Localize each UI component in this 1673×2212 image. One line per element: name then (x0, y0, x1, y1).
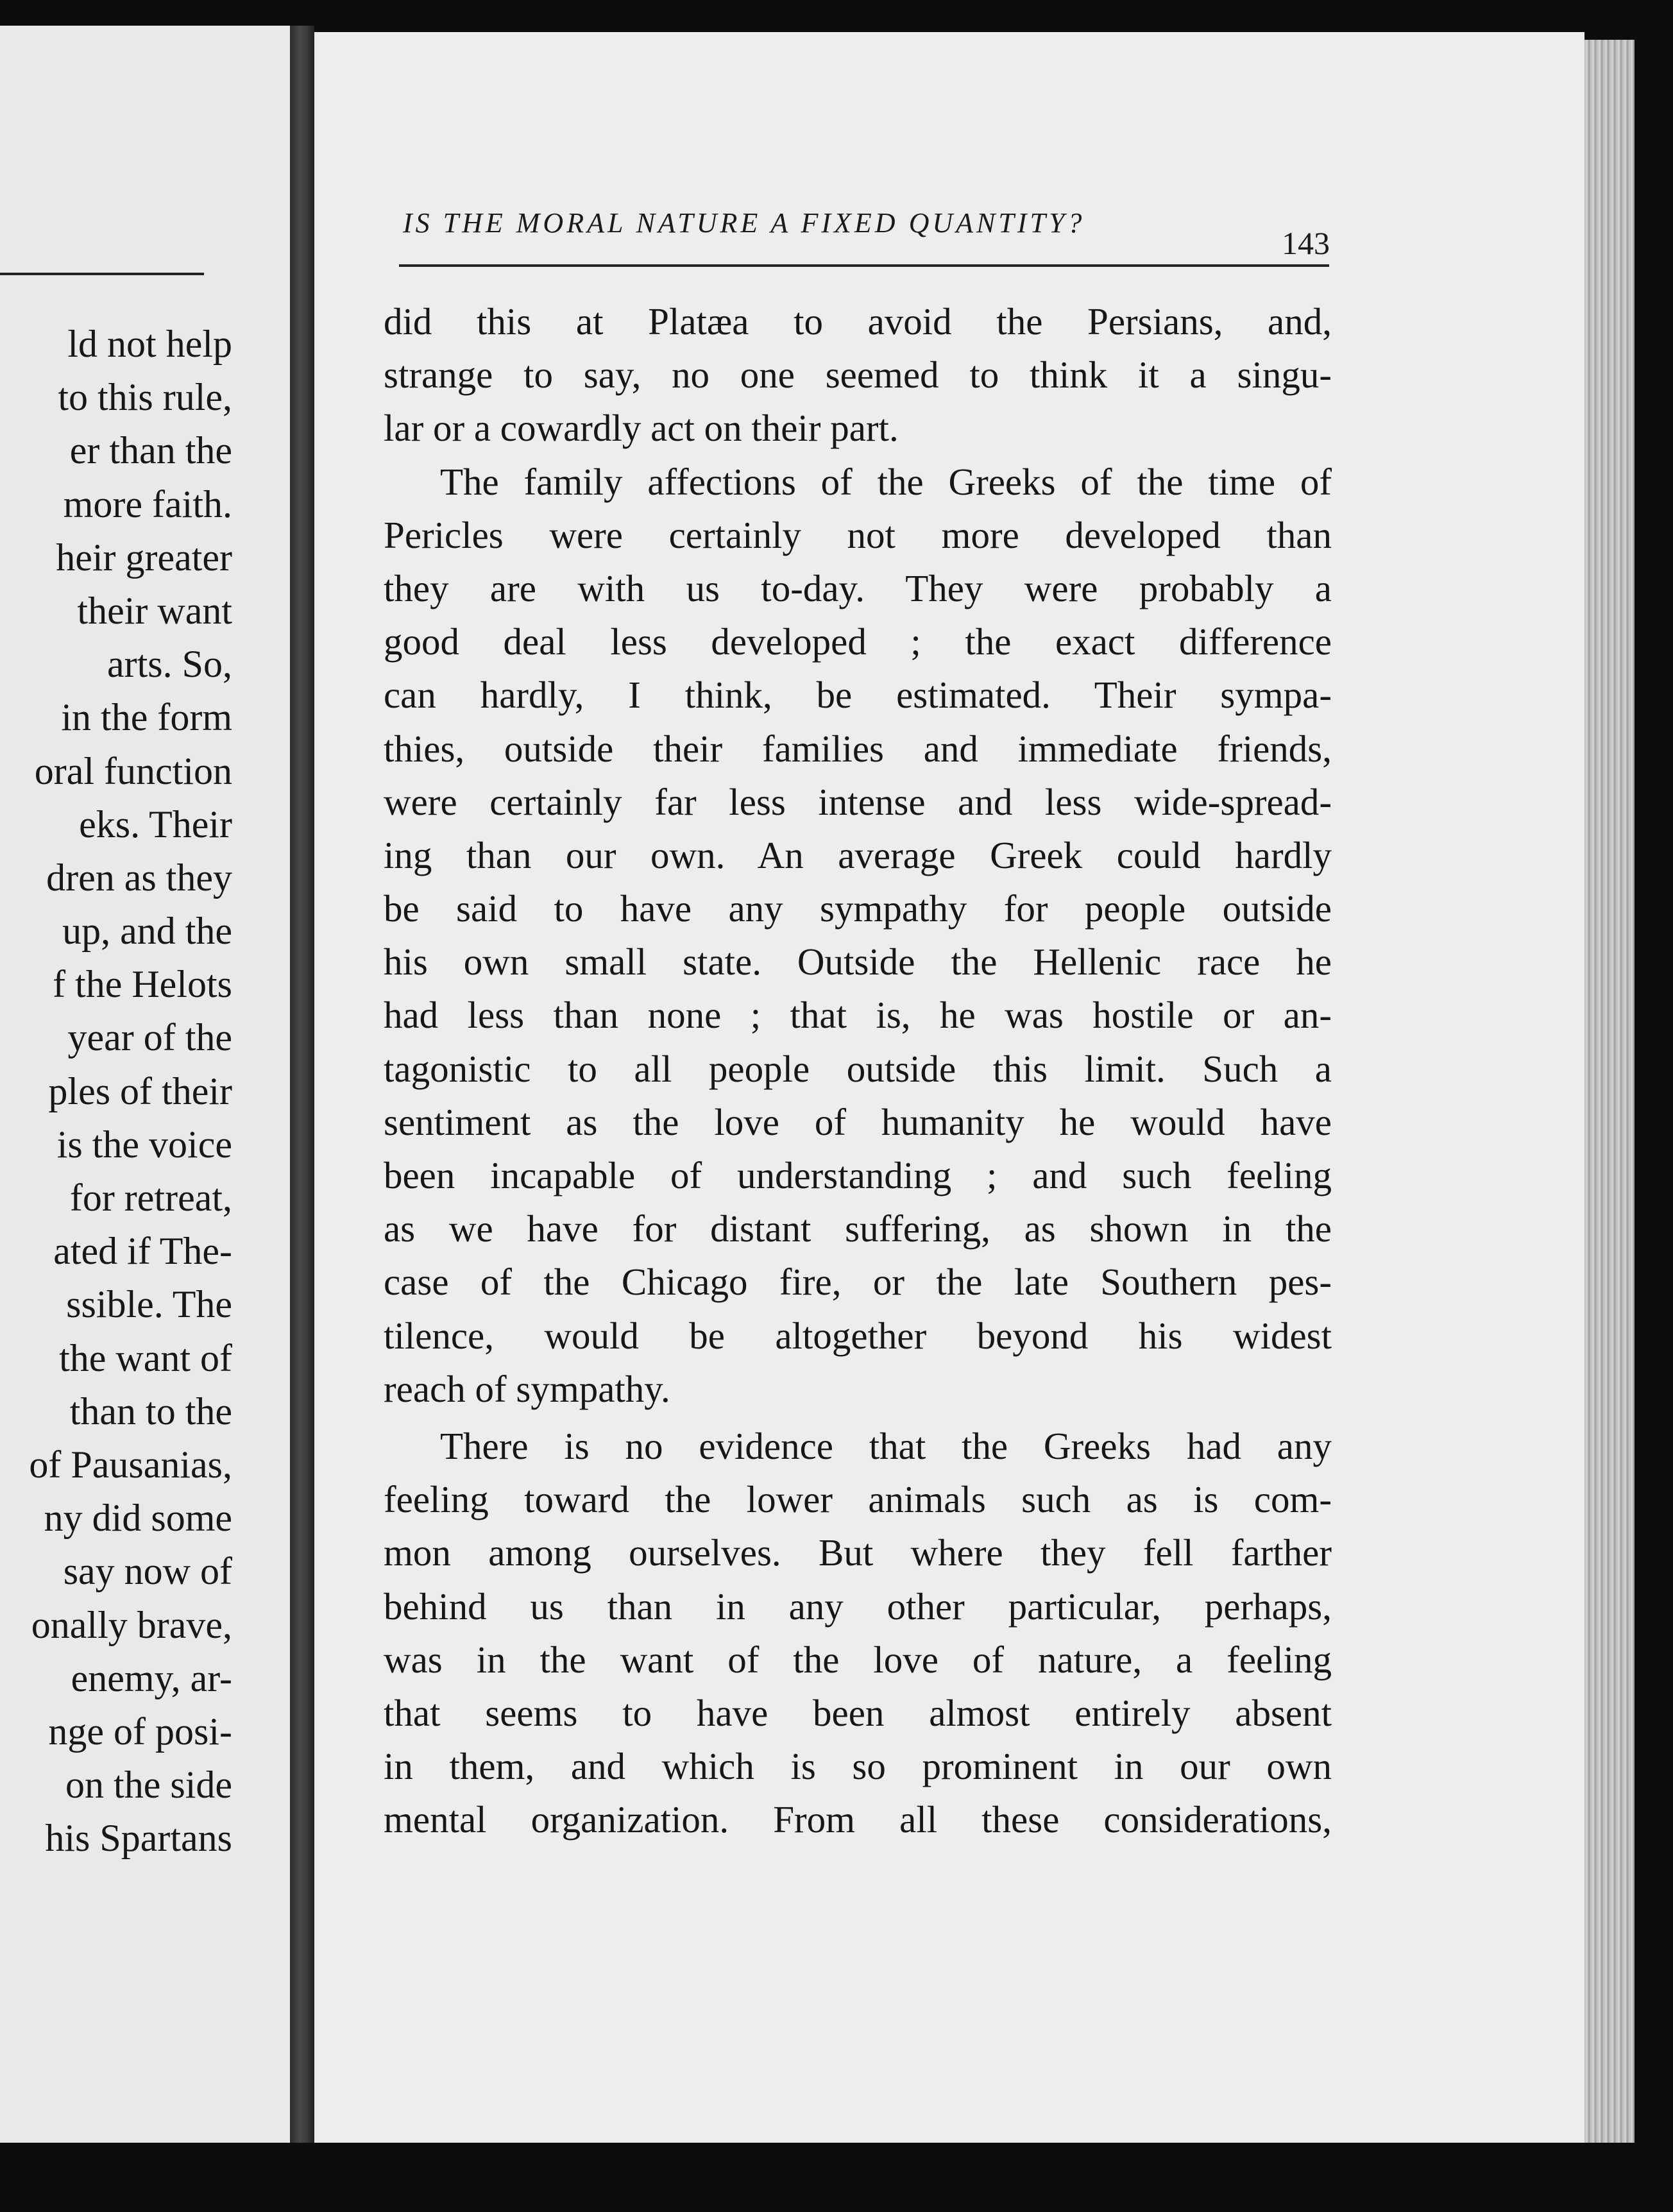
text-line: There is no evidence that the Greeks had any (440, 1424, 1332, 1467)
text-line: the want of (59, 1336, 232, 1379)
text-line: had less than none ; that is, he was hostile or an- (384, 994, 1332, 1037)
text-line: did this at Platæa to avoid the Persians, and, (384, 300, 1332, 343)
right-page-text (384, 295, 1332, 1846)
text-line: his own small state. Outside the Hellenic race he (384, 940, 1332, 983)
left-header-rule (0, 273, 204, 275)
text-line: The family affections of the Greeks of the time of (440, 460, 1332, 503)
text-line: more faith. (63, 482, 232, 525)
text-line: case of the Chicago fire, or the late Southern pes- (384, 1261, 1332, 1304)
header-rule (399, 264, 1329, 267)
text-line: on the side (65, 1764, 232, 1807)
running-head: IS THE MORAL NATURE A FIXED QUANTITY? (403, 207, 1085, 239)
text-line: his Spartans (45, 1817, 232, 1860)
text-line: ated if The- (53, 1230, 232, 1273)
page-number: 143 (1282, 225, 1330, 261)
text-line: good deal less developed ; the exact difference (384, 620, 1332, 663)
text-line: ny did some (44, 1497, 232, 1540)
left-page-text (0, 318, 232, 1865)
text-line: say now of (63, 1550, 232, 1593)
text-line: Pericles were certainly not more developed than (384, 513, 1332, 556)
text-line: be said to have any sympathy for people outside (384, 887, 1332, 930)
text-line: onally brave, (31, 1603, 232, 1646)
text-line: their want (77, 589, 232, 632)
text-line: ssible. The (66, 1283, 232, 1326)
text-line: ing than our own. An average Greek could hardly (384, 833, 1332, 876)
text-line: heir greater (56, 536, 232, 579)
text-line: nge of posi- (48, 1710, 232, 1753)
text-line: in them, and which is so prominent in our own (384, 1745, 1332, 1788)
left-facing-page (0, 26, 290, 2143)
text-line: dren as they (46, 856, 232, 899)
text-line: lar or a cowardly act on their part. (384, 407, 899, 450)
text-line: of Pausanias, (29, 1443, 232, 1486)
text-line: ld not help (67, 323, 232, 365)
text-line: thies, outside their families and immediate friends, (384, 727, 1332, 770)
text-line: enemy, ar- (71, 1656, 232, 1699)
text-line: they are with us to-day. They were probably a (384, 566, 1332, 609)
text-line: were certainly far less intense and less wide-spread- (384, 780, 1332, 823)
text-line: mental organization. From all these considerations, (384, 1798, 1332, 1841)
text-line: year of the (67, 1016, 232, 1059)
text-line: for retreat, (69, 1177, 232, 1219)
text-line: up, and the (62, 910, 232, 953)
text-line: was in the want of the love of nature, a feeling (384, 1638, 1332, 1681)
text-line: behind us than in any other particular, perhaps, (384, 1585, 1332, 1628)
text-line: arts. So, (107, 643, 232, 686)
text-line: tagonistic to all people outside this limit. Such a (384, 1047, 1332, 1090)
book-gutter (290, 26, 314, 2143)
page-edges (1584, 40, 1635, 2143)
text-line: as we have for distant suffering, as shown in the (384, 1207, 1332, 1250)
text-line: mon among ourselves. But where they fell farther (384, 1531, 1332, 1574)
text-line: is the voice (56, 1123, 232, 1166)
text-line: in the form (61, 696, 232, 739)
text-line: to this rule, (58, 376, 232, 419)
text-line: oral function (34, 749, 232, 792)
text-line: er than the (69, 429, 232, 472)
text-line: been incapable of understanding ; and such feeling (384, 1154, 1332, 1196)
text-line: strange to say, no one seemed to think it a singu- (384, 353, 1332, 396)
text-line: can hardly, I think, be estimated. Their sympa- (384, 674, 1332, 717)
text-line: that seems to have been almost entirely absent (384, 1691, 1332, 1734)
text-line: eks. Their (79, 803, 232, 846)
text-line: ples of their (48, 1069, 232, 1112)
text-line: sentiment as the love of humanity he would have (384, 1100, 1332, 1143)
text-line: f the Helots (53, 963, 232, 1006)
text-line: reach of sympathy. (384, 1367, 670, 1410)
text-line: tilence, would be altogether beyond his widest (384, 1314, 1332, 1357)
text-line: than to the (69, 1390, 232, 1433)
text-line: feeling toward the lower animals such as is com- (384, 1478, 1332, 1521)
